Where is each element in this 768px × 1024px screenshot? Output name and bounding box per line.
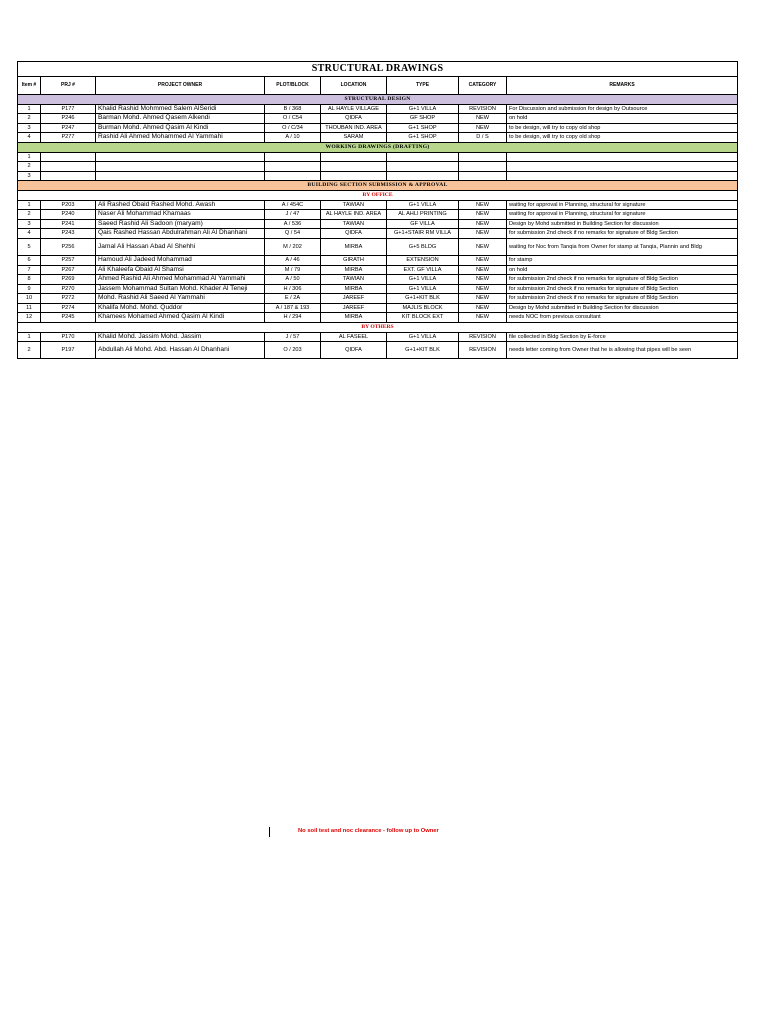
cell-remarks: on hold [507,114,738,124]
cell-item: 6 [18,255,41,265]
cell-remarks: For Discussion and submission for design by Outsource [507,104,738,114]
cell-owner: Burman Mohd. Ahmed Qasim Al Kindi [96,123,265,133]
cell-item: 3 [18,219,41,229]
section-title: STRUCTURAL DESIGN [18,95,738,105]
cell-remarks [507,171,738,181]
header-row [18,77,738,95]
cell-plot [265,171,321,181]
cell-remarks: for submission 2nd check if no remarks for signature of Bldg Section [507,294,738,304]
cell-plot: M / 79 [265,265,321,275]
column-header-type: TYPE [387,77,459,95]
cell-prj: P257 [41,255,96,265]
cell-owner: Khamees Mohamed Ahmed Qasim Al Kindi [96,313,265,323]
cell-category [459,171,507,181]
cell-owner: Saeed Rashid Ali Sadoon (maryam) [96,219,265,229]
cell-category: REVISION [459,332,507,342]
cell-type: EXT. GF VILLA [387,265,459,275]
cell-plot [265,152,321,162]
cell-plot: Q / 54 [265,229,321,239]
cell-location [321,152,387,162]
cell-category: NEW [459,313,507,323]
cell-category [459,162,507,172]
table-row [18,171,738,181]
cell-owner: Rashid Ali Ahmed Mohammed Al Yammahi [96,133,265,143]
cell-location: TAWIAN [321,275,387,285]
cell-type: G+5 BLDG [387,238,459,255]
cell-prj: P277 [41,133,96,143]
cell-item: 3 [18,171,41,181]
cell-prj: P243 [41,229,96,239]
cell-remarks: for stamp [507,255,738,265]
table-row [18,303,738,313]
cell-prj: P203 [41,200,96,210]
section-subheader [18,190,738,200]
table-row [18,133,738,143]
cell-owner: Ahmed Rashid Ali Ahmed Mohammad Al Yammahi [96,275,265,285]
cell-owner: Qais Rashed Hassan Abdulrahman Ali Al Dhanhani [96,229,265,239]
cell-prj [41,152,96,162]
table-row [18,229,738,239]
cell-remarks: to be design, will try to copy old shop [507,123,738,133]
section-subtitle: BY OFFICE [18,190,738,200]
cell-prj: P197 [41,342,96,359]
section-header [18,142,738,152]
cell-type: G+1+STAIR RM VILLA [387,229,459,239]
cell-category: NEW [459,123,507,133]
cell-owner: Khalifa Mohd. Mohd. Quddor [96,303,265,313]
table-row [18,238,738,255]
cell-item: 4 [18,133,41,143]
cell-owner: Ali Rashed Obaid Rashed Mohd. Awash [96,200,265,210]
cell-plot: M / 202 [265,238,321,255]
cell-plot: J / 47 [265,210,321,220]
table-row [18,114,738,124]
cell-item: 7 [18,265,41,275]
cell-prj: P241 [41,219,96,229]
table-row [18,313,738,323]
cell-item: 2 [18,162,41,172]
cell-owner: Hamoud Ali Jadeed Mohammad [96,255,265,265]
cell-type: G+1 VILLA [387,200,459,210]
cell-category: NEW [459,200,507,210]
cell-item: 2 [18,342,41,359]
cell-plot: H / 306 [265,284,321,294]
cell-location [321,162,387,172]
cell-location: QIDFA [321,114,387,124]
cell-prj: P272 [41,294,96,304]
cell-category: NEW [459,284,507,294]
table-row [18,332,738,342]
cell-category: NEW [459,219,507,229]
cell-plot: A / 46 [265,255,321,265]
cell-owner: Khalid Mohd. Jassim Mohd. Jassim [96,332,265,342]
table-row [18,294,738,304]
section-title: BUILDING SECTION SUBMISSION & APPROVAL [18,181,738,191]
cell-remarks: Design by Mohd submitted in Building Section for discussion [507,303,738,313]
cell-owner: Naser Ali Mohammad Khamaas [96,210,265,220]
cell-remarks: Design by Mohd submitted in Building Section for discussion [507,219,738,229]
cell-category: NEW [459,114,507,124]
cell-location: JAREEF [321,303,387,313]
table-row [18,104,738,114]
cell-plot: A / 10 [265,133,321,143]
table-row [18,255,738,265]
cell-location: SARAM [321,133,387,143]
title-row [18,62,738,77]
cell-location: MIRBA [321,284,387,294]
section-title: WORKING DRAWINGS (DRAFTING) [18,142,738,152]
cell-category: D / S [459,133,507,143]
cell-plot: A / 187 & 193 [265,303,321,313]
cell-remarks: waiting for approval in Planning, structural for signature [507,200,738,210]
cell-owner: Jamal Ali Hassan Abad Al Shehhi [96,238,265,255]
cell-type: KIT BLOCK EXT [387,313,459,323]
table-row [18,275,738,285]
cell-type: G+1 VILLA [387,275,459,285]
cell-plot: O / C54 [265,114,321,124]
cell-remarks: waiting for approval in Planning, structural for signature [507,210,738,220]
cell-plot: A / 536 [265,219,321,229]
cell-remarks: needs letter coming from Owner that he is allowing that pipes will be seen [507,342,738,359]
cell-owner [96,171,265,181]
cell-category: NEW [459,265,507,275]
cell-category: NEW [459,275,507,285]
cell-prj: P256 [41,238,96,255]
cell-location: AL HAYLE VILLAGE [321,104,387,114]
cell-location: TAWIAN [321,219,387,229]
cell-owner: Abdullah Ali Mohd. Abd. Hassan Al Dhanhani [96,342,265,359]
cell-prj: P177 [41,104,96,114]
cell-category: NEW [459,210,507,220]
cell-category: NEW [459,229,507,239]
cell-type: GF SHOP [387,114,459,124]
cell-plot: A / 50 [265,275,321,285]
column-header-category: CATEGORY [459,77,507,95]
cell-owner [96,162,265,172]
cell-location: QIDFA [321,342,387,359]
cell-item: 8 [18,275,41,285]
cell-item: 1 [18,200,41,210]
cell-item: 11 [18,303,41,313]
cell-type: G+1 VILLA [387,104,459,114]
cell-category: NEW [459,303,507,313]
column-header-plot: PLOT/BLOCK [265,77,321,95]
cell-prj: P270 [41,284,96,294]
cell-plot: H / 294 [265,313,321,323]
table-row [18,219,738,229]
table-row [18,152,738,162]
cell-remarks: waiting for Noc from Tanqia from Owner for stamp at Tanqia, Plannin and Bldg [507,238,738,255]
cell-remarks [507,152,738,162]
cell-type: G+1 VILLA [387,332,459,342]
cell-plot: E / 2A [265,294,321,304]
cell-location: MIRBA [321,265,387,275]
table-row [18,342,738,359]
cell-item: 4 [18,229,41,239]
cell-type: G+1 SHOP [387,133,459,143]
cell-item: 2 [18,210,41,220]
cell-location: GIRATH [321,255,387,265]
cell-owner: Barman Mohd. Ahmed Qasem Alkendi [96,114,265,124]
cell-owner: Khalid Rashid Mohmmed Salem AlSeridi [96,104,265,114]
cell-location [321,171,387,181]
cell-item: 1 [18,332,41,342]
cell-location: THOUBAN IND. AREA [321,123,387,133]
cell-plot: J / 57 [265,332,321,342]
cell-item: 10 [18,294,41,304]
table-row [18,284,738,294]
cell-remarks: on hold [507,265,738,275]
table-row [18,123,738,133]
cell-category: NEW [459,238,507,255]
cell-prj [41,162,96,172]
cell-prj [41,171,96,181]
cell-location: QIDFA [321,229,387,239]
cell-prj: P267 [41,265,96,275]
column-header-location: LOCATION [321,77,387,95]
cell-category: REVISION [459,104,507,114]
cell-location: TAWIAN [321,200,387,210]
cell-type: MAJLIS BLOCK [387,303,459,313]
cell-category: NEW [459,294,507,304]
cell-plot: O / C/34 [265,123,321,133]
cell-item: 2 [18,114,41,124]
cell-owner [96,152,265,162]
cell-prj: P170 [41,332,96,342]
cell-plot [265,162,321,172]
cell-item: 1 [18,152,41,162]
cell-location: MIRBA [321,238,387,255]
cell-prj: P240 [41,210,96,220]
sheet-title: STRUCTURAL DRAWINGS [18,62,738,77]
cell-prj: P246 [41,114,96,124]
cell-type [387,171,459,181]
cell-plot: B / 368 [265,104,321,114]
table-row [18,265,738,275]
column-header-remarks: REMARKS [507,77,738,95]
column-header-owner: PROJECT OWNER [96,77,265,95]
cell-plot: O / 203 [265,342,321,359]
cell-type: G+1 SHOP [387,123,459,133]
cell-type: GF VILLA [387,219,459,229]
cell-prj: P274 [41,303,96,313]
footer-note: No soil test and noc clearance - follow up to Owner [298,828,439,834]
cell-category: NEW [459,255,507,265]
cell-type [387,152,459,162]
section-header [18,181,738,191]
cell-location: AL FASEEL [321,332,387,342]
table-row [18,210,738,220]
cell-type: AL AHLI PRINTING [387,210,459,220]
cell-item: 12 [18,313,41,323]
cell-remarks [507,162,738,172]
section-header [18,95,738,105]
cell-location: AL HAYLE IND. AREA [321,210,387,220]
cell-owner: Mohd. Rashid Ali Saeed Al Yammahi [96,294,265,304]
structural-drawings-table [17,61,738,359]
cell-category [459,152,507,162]
cell-item: 9 [18,284,41,294]
cell-category: REVISION [459,342,507,359]
cell-type: G+1+KIT BLK [387,342,459,359]
cell-item: 1 [18,104,41,114]
table-row [18,162,738,172]
cell-prj: P247 [41,123,96,133]
section-subtitle: BY OTHERS [18,323,738,333]
cell-prj: P245 [41,313,96,323]
cell-item: 5 [18,238,41,255]
cell-remarks: to be design, will try to copy old shop [507,133,738,143]
cell-prj: P269 [41,275,96,285]
cell-plot: A / 454C [265,200,321,210]
column-header-item: Item # [18,77,41,95]
cell-remarks: file collected in Bldg Section by E-force [507,332,738,342]
table-row [18,200,738,210]
cell-remarks: for submission 2nd check if no remarks for signature of Bldg Section [507,229,738,239]
cell-type: EXTENSION [387,255,459,265]
cell-remarks: for submission 2nd check if no remarks for signature of Bldg Section [507,275,738,285]
cell-owner: Jassem Mohammad Sultan Mohd. Khader Al Teneji [96,284,265,294]
cell-item: 3 [18,123,41,133]
cell-remarks: for submission 2nd check if no remarks for signature of Bldg Section [507,284,738,294]
column-header-prj: PRJ # [41,77,96,95]
cell-remarks: needs NOC from previous consultant [507,313,738,323]
cell-owner: Ali Khaleefa Obaid Al Shamsi [96,265,265,275]
cell-location: JAREEF [321,294,387,304]
cell-cursor [269,827,270,837]
section-subheader [18,323,738,333]
cell-type: G+1 VILLA [387,284,459,294]
cell-type [387,162,459,172]
cell-location: MIRBA [321,313,387,323]
cell-type: G+1+KIT BLK [387,294,459,304]
